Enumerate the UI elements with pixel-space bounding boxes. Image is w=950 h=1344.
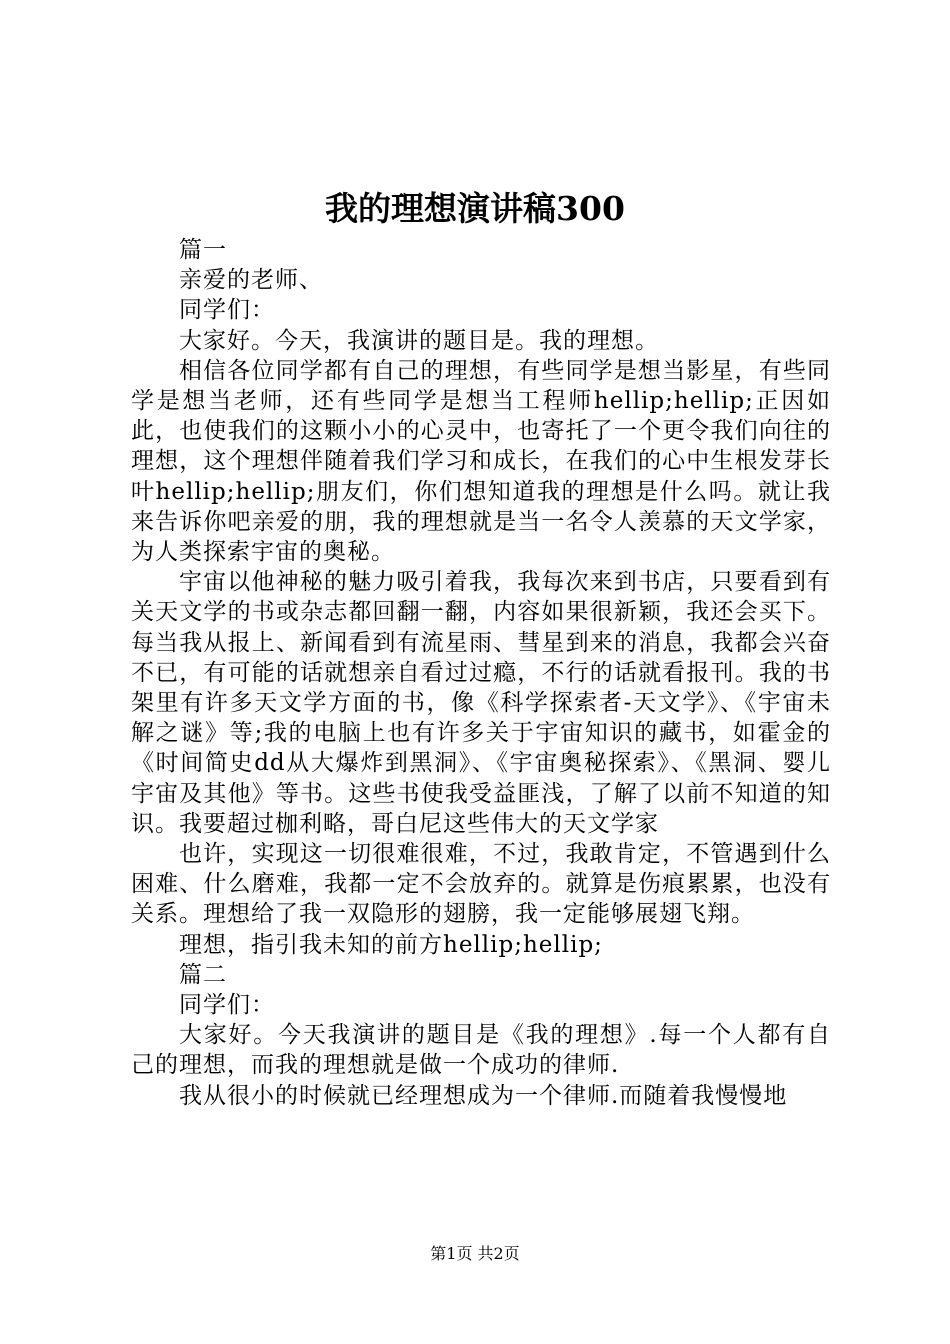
paragraph: 同学们： (179, 992, 275, 1019)
paragraph: 我从很小的时候就已经理想成为一个律师.而随着我慢慢地 (179, 1082, 788, 1109)
paragraph: 篇一 (179, 237, 227, 263)
paragraph: 亲爱的老师、 (179, 267, 323, 294)
paragraph: 也许，实现这一切很难很难，不过，我敢肯定，不管遇到什么困难、什么磨难，我都一定不会放弃的。就算是伤痕累累，也没有关系。理想给了我一双隐形的翅膀，我一定能够展翅飞翔。 (131, 841, 831, 928)
paragraph: 大家好。今天，我演讲的题目是。我的理想。 (179, 327, 659, 354)
paragraph: 相信各位同学都有自己的理想，有些同学是想当影星，有些同学是想当老师，还有些同学是想当工程师hellip;hellip;正因如此，也使我们的这颗小小的心灵中，也寄托了一个更令我们向往的理想，这个理想伴随着我们学习和成长，在我们的心中生根发芽长叶hellip;hellip;朋友们，你们想知道我的理想是什么吗。就让我来告诉你吧亲爱的朋，我的理想就是当一名令人羡慕的天文学家，为人类探索宇宙的奥秘。 (131, 357, 831, 566)
paragraph: 同学们： (179, 297, 275, 324)
document-title: 我的理想演讲稿300 (325, 189, 625, 228)
document-body (131, 235, 831, 1111)
page-footer: 第1页 共2页 (430, 1244, 520, 1263)
paragraph: 大家好。今天我演讲的题目是《我的理想》.每一个人都有自己的理想，而我的理想就是做一个成功的律师. (131, 1022, 831, 1079)
paragraph: 理想，指引我未知的前方hellip;hellip; (179, 931, 603, 958)
paragraph: 篇二 (179, 961, 227, 988)
paragraph: 宇宙以他神秘的魅力吸引着我，我每次来到书店，只要看到有关天文学的书或杂志都回翻一翻，内容如果很新颖，我还会买下。每当我从报上、新闻看到有流星雨、彗星到来的消息，我都会兴奋不已，有可能的话就想亲自看过过瘾，不行的话就看报刊。我的书架里有许多天文学方面的书，像《科学探索者-天文学》、《宇宙未解之谜》等;我的电脑上也有许多关于宇宙知识的藏书，如霍金的《时间简史dd从大爆炸到黑洞》、《宇宙奥秘探索》、《黑洞、婴儿宇宙及其他》等书。这些书使我受益匪浅，了解了以前不知道的知识。我要超过枷利略，哥白尼这些伟大的天文学家 (131, 569, 831, 837)
